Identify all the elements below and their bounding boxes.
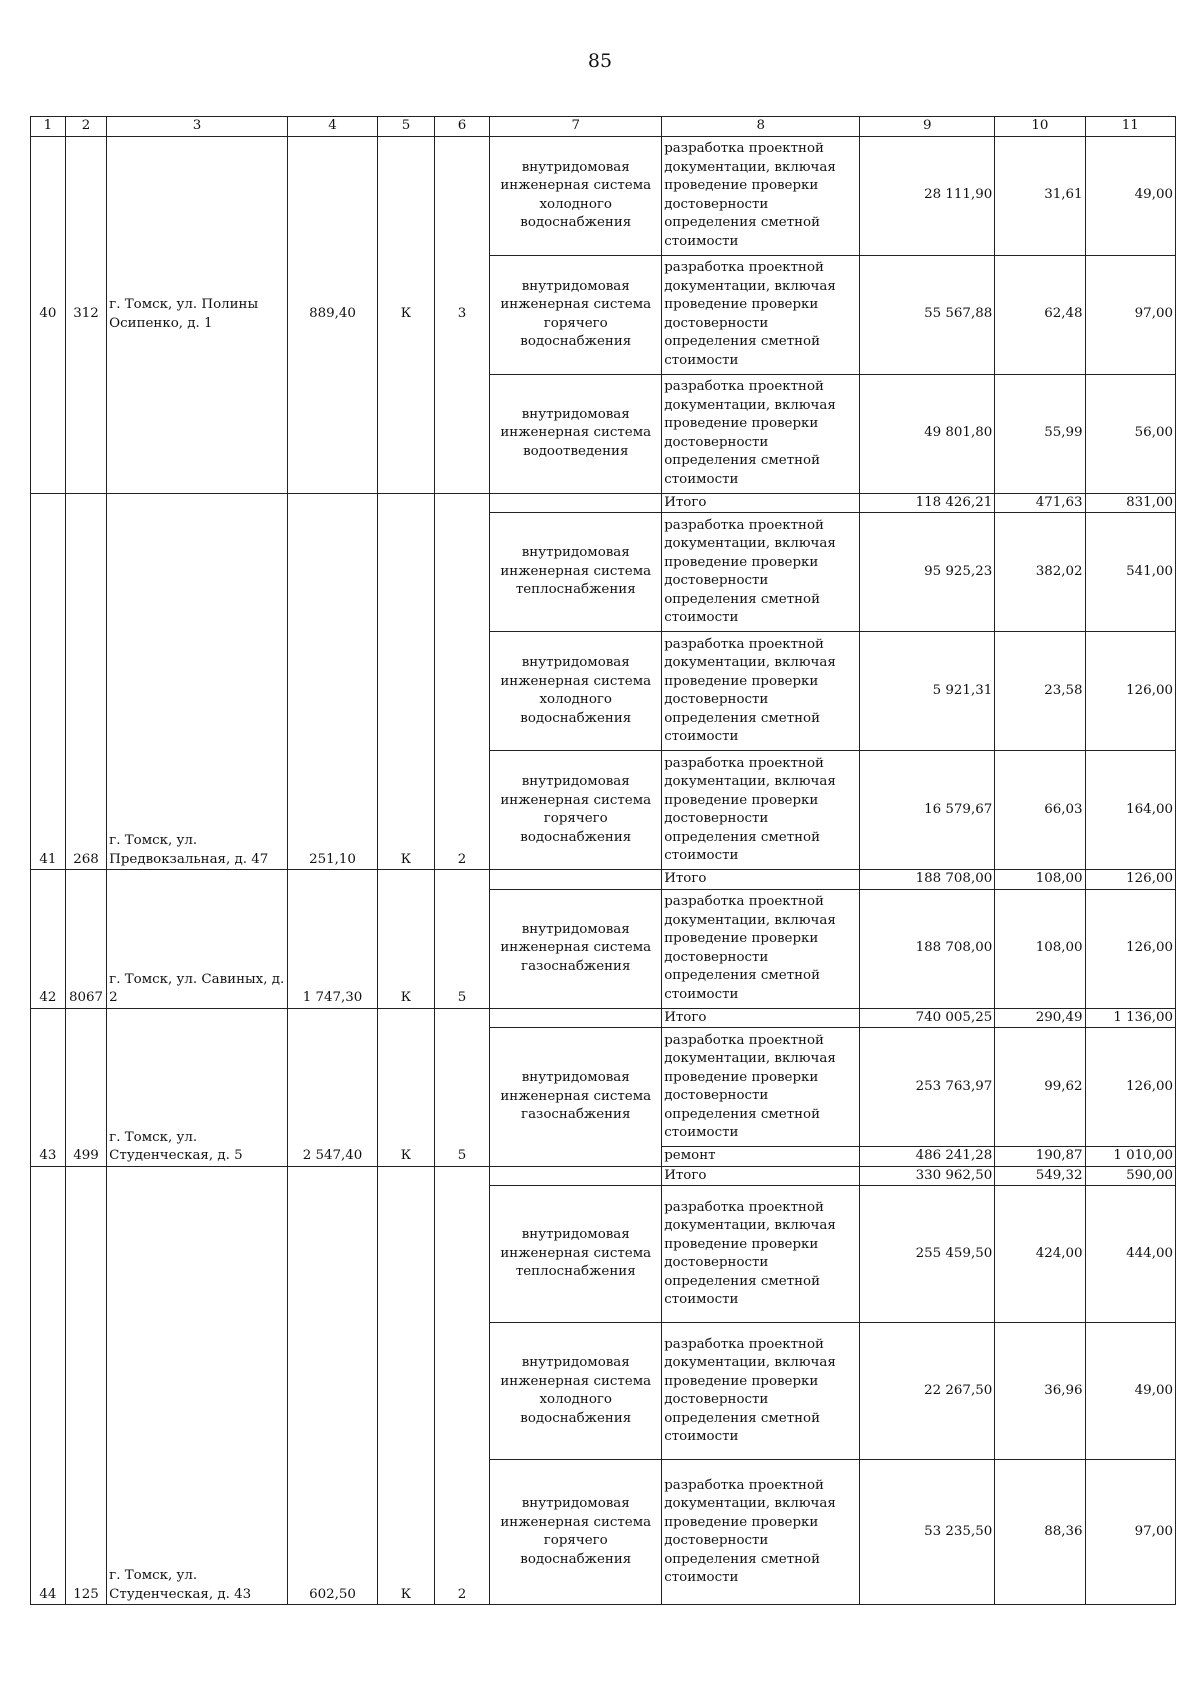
unit-cost-value: 108,00	[995, 889, 1085, 1008]
repair-label: ремонт	[662, 1147, 860, 1167]
type: К	[378, 493, 435, 870]
work-description: разработка проектной документации, включая проведение проверки достоверности определения сметной стоимости	[662, 751, 860, 870]
work-description: разработка проектной документации, включая проведение проверки достоверности определения сметной стоимости	[662, 1186, 860, 1323]
system-name: внутридомовая инженерная система холодного водоснабжения	[490, 136, 662, 255]
total-cost: 740 005,25	[860, 1008, 995, 1028]
work-description: разработка проектной документации, включая проведение проверки достоверности определения сметной стоимости	[662, 632, 860, 751]
empty-cell	[490, 870, 662, 890]
system-name: внутридомовая инженерная система теплоснабжения	[490, 513, 662, 632]
header-cell: 1	[31, 117, 66, 137]
repair-unit-cost: 190,87	[995, 1147, 1085, 1167]
empty-cell	[490, 493, 662, 513]
header-cell: 11	[1085, 117, 1175, 137]
limit-value: 56,00	[1085, 374, 1175, 493]
total-unit-cost: 290,49	[995, 1008, 1085, 1028]
row-number: 44	[31, 1166, 66, 1605]
total-unit-cost: 108,00	[995, 870, 1085, 890]
work-description: разработка проектной документации, включая проведение проверки достоверности определения сметной стоимости	[662, 374, 860, 493]
floors: 5	[434, 870, 490, 1009]
total-label: Итого	[662, 870, 860, 890]
cost-value: 28 111,90	[860, 136, 995, 255]
area: 1 747,30	[287, 870, 377, 1009]
header-cell: 10	[995, 117, 1085, 137]
unit-cost-value: 36,96	[995, 1323, 1085, 1460]
row-number: 40	[31, 136, 66, 493]
system-name: внутридомовая инженерная система газоснабжения	[490, 1028, 662, 1167]
unit-cost-value: 55,99	[995, 374, 1085, 493]
total-row	[31, 493, 1176, 513]
unit-cost-value: 23,58	[995, 632, 1085, 751]
system-name: внутридомовая инженерная система горячего водоснабжения	[490, 751, 662, 870]
floors: 2	[434, 493, 490, 870]
repair-program-table	[30, 116, 1176, 1605]
cost-value: 55 567,88	[860, 255, 995, 374]
house-code: 499	[65, 1008, 106, 1166]
limit-value: 126,00	[1085, 632, 1175, 751]
header-row	[31, 117, 1176, 137]
total-limit: 590,00	[1085, 1166, 1175, 1186]
system-name: внутридомовая инженерная система теплоснабжения	[490, 1186, 662, 1323]
work-description: разработка проектной документации, включая проведение проверки достоверности определения сметной стоимости	[662, 136, 860, 255]
unit-cost-value: 66,03	[995, 751, 1085, 870]
cost-value: 22 267,50	[860, 1323, 995, 1460]
header-cell: 6	[434, 117, 490, 137]
system-name: внутридомовая инженерная система газоснабжения	[490, 889, 662, 1008]
row-number: 42	[31, 870, 66, 1009]
limit-value: 49,00	[1085, 1323, 1175, 1460]
system-name: внутридомовая инженерная система горячего водоснабжения	[490, 1460, 662, 1605]
limit-value: 49,00	[1085, 136, 1175, 255]
row-number: 43	[31, 1008, 66, 1166]
work-description: разработка проектной документации, включая проведение проверки достоверности определения сметной стоимости	[662, 1323, 860, 1460]
work-description: разработка проектной документации, включая проведение проверки достоверности определения сметной стоимости	[662, 513, 860, 632]
cost-value: 5 921,31	[860, 632, 995, 751]
limit-value: 541,00	[1085, 513, 1175, 632]
unit-cost-value: 424,00	[995, 1186, 1085, 1323]
unit-cost-value: 99,62	[995, 1028, 1085, 1147]
page-number: 85	[587, 50, 613, 72]
address: г. Томск, ул. Савиных, д. 2	[107, 870, 288, 1009]
total-cost: 188 708,00	[860, 870, 995, 890]
address: г. Томск, ул. Полины Осипенко, д. 1	[107, 136, 288, 493]
house-code: 8067	[65, 870, 106, 1009]
system-name: внутридомовая инженерная система холодного водоснабжения	[490, 1323, 662, 1460]
limit-value: 444,00	[1085, 1186, 1175, 1323]
area: 602,50	[287, 1166, 377, 1605]
header-cell: 3	[107, 117, 288, 137]
cost-value: 49 801,80	[860, 374, 995, 493]
address: г. Томск, ул. Предвокзальная, д. 47	[107, 493, 288, 870]
system-name: внутридомовая инженерная система холодного водоснабжения	[490, 632, 662, 751]
total-unit-cost: 471,63	[995, 493, 1085, 513]
area: 2 547,40	[287, 1008, 377, 1166]
cost-value: 95 925,23	[860, 513, 995, 632]
cost-value: 16 579,67	[860, 751, 995, 870]
total-row	[31, 1166, 1176, 1186]
type: К	[378, 1008, 435, 1166]
total-unit-cost: 549,32	[995, 1166, 1085, 1186]
limit-value: 164,00	[1085, 751, 1175, 870]
total-label: Итого	[662, 1166, 860, 1186]
header-cell: 8	[662, 117, 860, 137]
house-code: 268	[65, 493, 106, 870]
cost-value: 188 708,00	[860, 889, 995, 1008]
total-limit: 1 136,00	[1085, 1008, 1175, 1028]
table-row	[31, 136, 1176, 255]
total-row	[31, 1008, 1176, 1028]
floors: 2	[434, 1166, 490, 1605]
work-description: разработка проектной документации, включая проведение проверки достоверности определения сметной стоимости	[662, 1460, 860, 1605]
repair-limit: 1 010,00	[1085, 1147, 1175, 1167]
floors: 5	[434, 1008, 490, 1166]
system-name: внутридомовая инженерная система водоотведения	[490, 374, 662, 493]
total-cost: 118 426,21	[860, 493, 995, 513]
type: К	[378, 870, 435, 1009]
unit-cost-value: 62,48	[995, 255, 1085, 374]
header-cell: 2	[65, 117, 106, 137]
work-description: разработка проектной документации, включая проведение проверки достоверности определения сметной стоимости	[662, 1028, 860, 1147]
house-code: 125	[65, 1166, 106, 1605]
header-cell: 7	[490, 117, 662, 137]
type: К	[378, 136, 435, 493]
unit-cost-value: 382,02	[995, 513, 1085, 632]
area: 889,40	[287, 136, 377, 493]
work-description: разработка проектной документации, включая проведение проверки достоверности определения сметной стоимости	[662, 255, 860, 374]
limit-value: 126,00	[1085, 1028, 1175, 1147]
limit-value: 97,00	[1085, 1460, 1175, 1605]
cost-value: 253 763,97	[860, 1028, 995, 1147]
system-name: внутридомовая инженерная система горячего водоснабжения	[490, 255, 662, 374]
cost-value: 53 235,50	[860, 1460, 995, 1605]
area: 251,10	[287, 493, 377, 870]
house-code: 312	[65, 136, 106, 493]
empty-cell	[490, 1008, 662, 1028]
row-number: 41	[31, 493, 66, 870]
cost-value: 255 459,50	[860, 1186, 995, 1323]
type: К	[378, 1166, 435, 1605]
limit-value: 97,00	[1085, 255, 1175, 374]
floors: 3	[434, 136, 490, 493]
limit-value: 126,00	[1085, 889, 1175, 1008]
total-label: Итого	[662, 1008, 860, 1028]
total-limit: 831,00	[1085, 493, 1175, 513]
total-cost: 330 962,50	[860, 1166, 995, 1186]
repair-cost: 486 241,28	[860, 1147, 995, 1167]
total-label: Итого	[662, 493, 860, 513]
total-row	[31, 870, 1176, 890]
total-limit: 126,00	[1085, 870, 1175, 890]
unit-cost-value: 88,36	[995, 1460, 1085, 1605]
header-cell: 9	[860, 117, 995, 137]
header-cell: 5	[378, 117, 435, 137]
address: г. Томск, ул. Студенческая, д. 5	[107, 1008, 288, 1166]
empty-cell	[490, 1166, 662, 1186]
unit-cost-value: 31,61	[995, 136, 1085, 255]
address: г. Томск, ул. Студенческая, д. 43	[107, 1166, 288, 1605]
work-description: разработка проектной документации, включая проведение проверки достоверности определения сметной стоимости	[662, 889, 860, 1008]
header-cell: 4	[287, 117, 377, 137]
